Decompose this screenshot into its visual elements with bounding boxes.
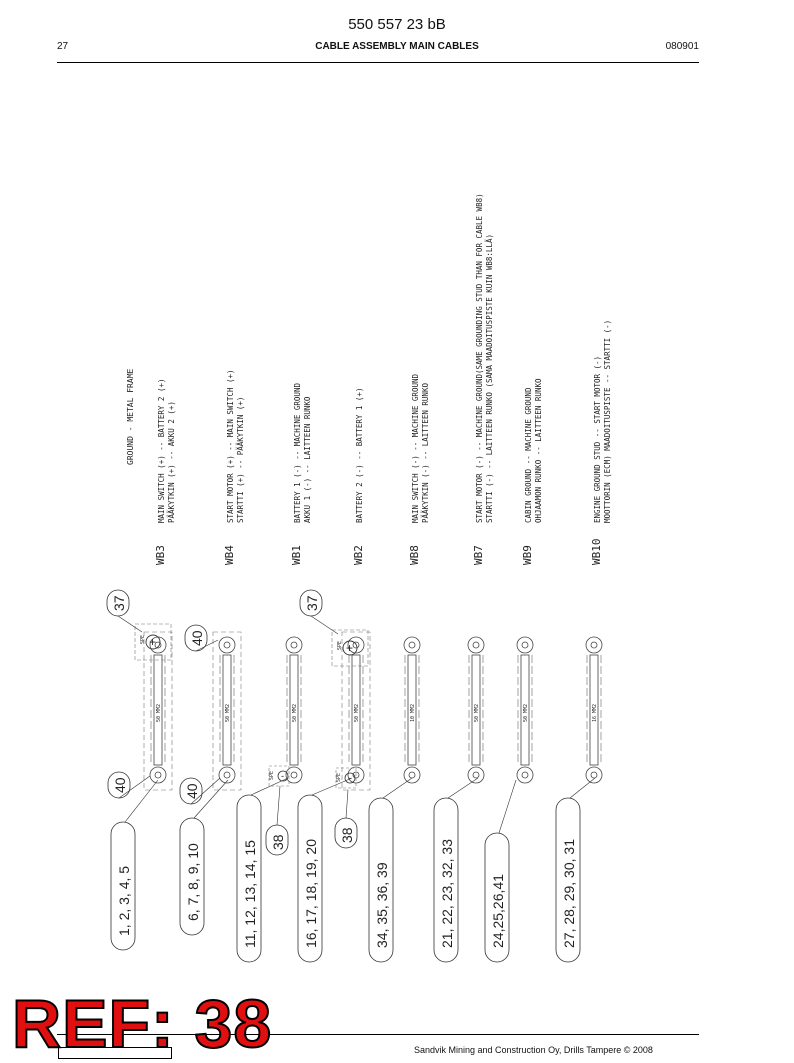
page-number: 27 [57,41,69,52]
terminal-ring-bottom [286,767,302,783]
cable-code: WB2 [352,545,365,565]
part-numbers: 24,25,26,41 [490,874,506,948]
terminal-hole-top [409,642,415,648]
footer-copyright: Sandvik Mining and Construction Oy, Drills Tampere © 2008 [414,1045,653,1055]
terminal-tag: SPE [336,772,342,782]
terminal-ring-bottom [468,767,484,783]
note-ground-metal-frame: GROUND - METAL FRAME [126,368,135,465]
cable-code: WB1 [290,545,303,565]
callout-40: 40 [112,777,128,793]
cable-size: 50 MM2 [225,703,231,722]
terminal-ring-bottom [219,767,235,783]
cable-wb10 [556,320,612,962]
callout-40: 40 [184,783,200,799]
terminal-hole-bottom [522,772,528,778]
callout-37-leader [311,616,338,634]
callout-37: 37 [111,595,127,611]
terminal-hole-bottom [591,772,597,778]
terminal-ring-top [286,637,302,653]
cable-code: WB8 [408,545,421,565]
terminal-hole-top [522,642,528,648]
cable-desc-en: CABIN GROUND -- MACHINE GROUND [524,387,533,523]
cable-desc-en: ENGINE GROUND STUD -- START MOTOR (-) [593,355,602,523]
terminal-hole-bottom [224,772,230,778]
cable-code: WB7 [472,545,485,565]
document-number: 550 557 23 bB [348,16,446,33]
cable-desc-fi: STARTTI (-) -- LAITTEEN RUNKO (SAMA MAADOITUSPISTE KUIN WB8:LLÄ) [485,234,494,523]
callout-37: 37 [304,595,320,611]
page-title: CABLE ASSEMBLY MAIN CABLES [315,41,479,52]
callout-40: 40 [189,630,205,646]
cable-desc-en: BATTERY 1 (-) -- MACHINE GROUND [293,383,302,523]
terminal-hole-bottom [291,772,297,778]
cable-code: WB10 [590,538,603,565]
negative-sign: - [348,773,351,783]
cable-size: 50 MM2 [474,703,480,722]
callout-38: 38 [270,834,286,850]
cable-size: 50 MM2 [523,703,529,722]
terminal-tag: SPE [269,770,275,780]
revision-date: 080901 [665,41,699,52]
part-numbers: 1, 2, 3, 4, 5 [116,865,132,936]
part-numbers: 6, 7, 8, 9, 10 [185,843,201,921]
leader-line [448,778,478,798]
part-numbers: 16, 17, 18, 19, 20 [303,839,319,948]
positive-sign: + [346,641,354,655]
ref-stamp: REF: 38 [12,986,273,1062]
cable-desc-fi: AKKU 1 (-) -- LAITTEEN RUNKO [303,396,312,523]
cable-desc-fi: PÄÄKYTKIN (+) -- AKKU 2 (+) [167,401,176,523]
terminal-ring-bottom [150,767,166,783]
cable-size: 50 MM2 [292,703,298,722]
cable-desc-fi: PÄÄKYTKIN (-) -- LAITTEEN RUNKO [421,383,430,523]
cable-desc-fi: MOOTTORIN (ECM) MAADOITUSPISTE -- STARTTI (-) [603,319,612,523]
cable-desc-en: MAIN SWITCH (+) -- BATTERY 2 (+) [157,378,166,523]
terminal-tag: SPE [337,640,343,650]
cable-wb4 [180,369,245,935]
cable-size: 50 MM2 [354,703,360,722]
terminal-ring-bottom [586,767,602,783]
negative-sign: - [281,771,284,781]
cable-desc-fi: STARTTI (+) -- PÄÄKYTKIN (+) [236,396,245,523]
cable-desc-en: START MOTOR (+) -- MAIN SWITCH (+) [226,369,235,523]
part-numbers: 34, 35, 36, 39 [374,862,390,948]
callout-38-leader [277,786,280,825]
leader-line [383,778,412,798]
cable-size: 16 MM2 [592,703,598,722]
cable-code: WB4 [223,545,236,565]
callout-38-leader [346,790,348,818]
cable-wb3 [111,379,176,951]
terminal-ring-top [404,637,420,653]
cable-desc-fi: OHJAAMON RUNKO -- LAITTEEN RUNKO [534,378,543,523]
callout-38: 38 [339,827,355,843]
cable-wb8 [369,374,430,962]
terminal-hole-bottom [155,772,161,778]
terminal-hole-top [224,642,230,648]
terminal-tag: SPE [140,634,146,644]
terminal-hole-top [291,642,297,648]
leader-line [499,780,516,833]
part-numbers: 27, 28, 29, 30, 31 [561,839,577,948]
terminal-hole-bottom [409,772,415,778]
cable-code: WB9 [521,545,534,565]
leader-line [570,778,595,798]
terminal-ring-top [468,637,484,653]
part-numbers: 11, 12, 13, 14, 15 [242,840,258,948]
cable-desc-en: BATTERY 2 (-) -- BATTERY 1 (+) [355,387,364,523]
terminal-hole-top [473,642,479,648]
cable-desc-en: START MOTOR (-) -- MACHINE GROUND(SAME GROUNDING STUD THAN FOR CABLE WB8) [475,193,484,523]
terminal-ring-top [586,637,602,653]
terminal-ring-bottom [404,767,420,783]
terminal-hole-bottom [473,772,479,778]
cable-size: 50 MM2 [156,703,162,722]
cable-desc-en: MAIN SWITCH (-) -- MACHINE GROUND [411,373,420,523]
terminal-ring-top [517,637,533,653]
cable-code: WB3 [154,545,167,565]
positive-sign: + [149,635,157,649]
terminal-ring-bottom [517,767,533,783]
part-numbers: 21, 22, 23, 32, 33 [439,839,455,948]
terminal-hole-top [591,642,597,648]
cable-size: 10 MM2 [410,703,416,722]
terminal-ring-top [219,637,235,653]
